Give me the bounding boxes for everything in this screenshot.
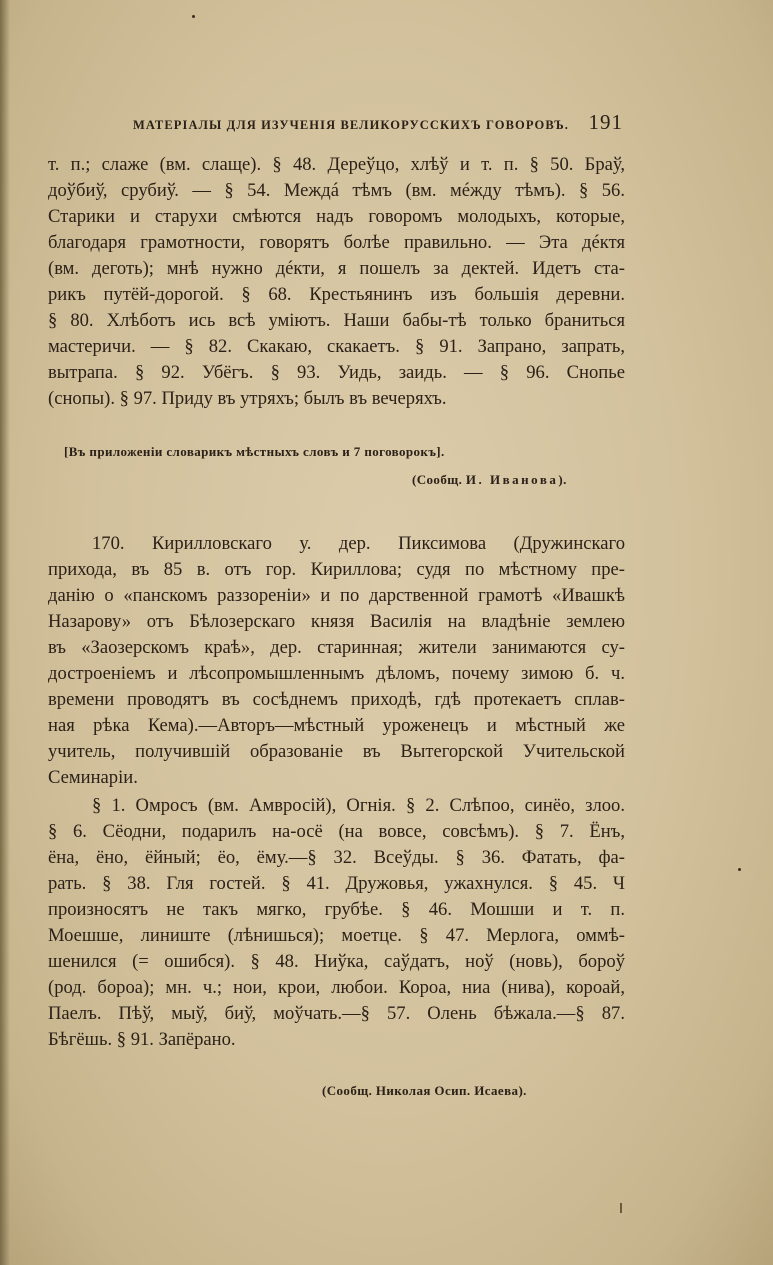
text-line: вытрапа. § 92. Убёгъ. § 93. Уидь, заидь. — § 96. Снопье — [48, 362, 625, 383]
text-line: § 6. Сёодни, подарилъ на-осё (на вовсе, совсѣмъ). § 7. Ёнъ, — [48, 821, 625, 842]
source-author: Николая Осип. Исаева — [375, 1083, 519, 1098]
text-line: (вм. деготь); мнѣ нужно дéкти, я пошелъ за дектей. Идетъ ста- — [48, 258, 625, 279]
appendix-note: [Въ приложеніи словарикъ мѣстныхъ словъ и 7 поговорокъ]. — [64, 444, 445, 459]
page-number: 191 — [588, 110, 623, 134]
entry-heading-line: 170. Кирилловскаго у. дер. Пиксимова (Дружинскаго — [92, 533, 625, 554]
text-line: данію о «панскомъ раззореніи» и по дарственной грамотѣ «Ивашкѣ — [48, 585, 625, 606]
text-line: Семинаріи. — [48, 767, 138, 788]
text-line: благодаря грамотности, говорятъ болѣе правильно. — Эта дéктя — [48, 232, 625, 253]
text-line: ёна, ёно, ёйный; ёо, ёму.—§ 32. Всеўды. § 36. Фатать, фа- — [48, 847, 625, 868]
ink-speck — [738, 868, 741, 871]
text-line: учитель, получившій образованіе въ Вытегорской Учительской — [48, 741, 625, 762]
text-line: рать. § 38. Гля гостей. § 41. Дружовья, ужахнулся. § 45. Ч — [48, 873, 625, 894]
text-line: (род. бороа); мн. ч.; нои, крои, любои. Короа, ниа (нива), короай, — [48, 977, 625, 998]
text-line: Назарову» отъ Бѣлозерскаго князя Василія на владѣніе землею — [48, 611, 625, 632]
source-author: И. Иванова — [465, 472, 559, 487]
page-header — [133, 110, 623, 140]
text-line: мастеричи. — § 82. Скакаю, скакаетъ. § 91. Запрано, запрать, — [48, 336, 625, 357]
text-line: Бѣгёшь. § 91. Запёрано. — [48, 1029, 236, 1050]
text-line: Моешше, линиште (лѣнишься); моетце. § 47. Мерлога, оммѣ- — [48, 925, 625, 946]
text-line: § 1. Омросъ (вм. Амвросій), Огнія. § 2. Слѣпоо, синёо, злоо. — [92, 795, 625, 816]
text-line: произносятъ не такъ мягко, грубѣе. § 46. Мошши и т. п. — [48, 899, 625, 920]
source-prefix: (Сообщ. — [412, 472, 466, 487]
text-line: ная рѣка Кема).—Авторъ—мѣстный уроженецъ и мѣстный же — [48, 715, 625, 736]
text-line: рикъ путёй-дорогой. § 68. Крестьянинъ изъ большія деревни. — [48, 284, 625, 305]
running-title: МАТЕРІАЛЫ ДЛЯ ИЗУЧЕНІЯ ВЕЛИКОРУССКИХЪ ГОВОРОВЪ. — [133, 118, 569, 132]
text-line: § 80. Хлѣботъ ись всѣ умiютъ. Наши бабы-тѣ только браниться — [48, 310, 625, 331]
text-line: достроеніемъ и лѣсопромышленнымъ дѣломъ, почему зимою б. ч. — [48, 663, 625, 684]
source-prefix: (Сообщ. — [322, 1083, 376, 1098]
source-credit-2 — [322, 1083, 527, 1099]
source-credit-1 — [412, 472, 567, 488]
source-suffix: ). — [518, 1083, 527, 1098]
text-line: времени проводятъ въ сосѣднемъ приходѣ, гдѣ протекаетъ сплав- — [48, 689, 625, 710]
page-spine-shadow — [0, 0, 10, 1265]
text-line: Паелъ. Пѣў, мыў, биў, моўчать.—§ 57. Олень бѣжала.—§ 87. — [48, 1003, 625, 1024]
text-line: т. п.; слаже (вм. слаще). § 48. Дереўцо, хлѣў и т. п. § 50. Браў, — [48, 154, 625, 175]
source-suffix: ). — [558, 472, 567, 487]
ink-speck — [192, 15, 195, 18]
text-line: (снопы). § 97. Приду въ утряхъ; былъ въ вечеряхъ. — [48, 388, 447, 409]
ink-mark — [620, 1203, 622, 1213]
text-line: Старики и старухи смѣются надъ говоромъ молодыхъ, которые, — [48, 206, 625, 227]
text-line: шенился (= ошибся). § 48. Ниўка, саўдатъ, ноў (новь), бороў — [48, 951, 625, 972]
text-line: прихода, въ 85 в. отъ гор. Кириллова; судя по мѣстному пре- — [48, 559, 625, 580]
text-line: доўбиў, срубиў. — § 54. Междá тѣмъ (вм. мéжду тѣмъ). § 56. — [48, 180, 625, 201]
text-line: въ «Заозерскомъ краѣ», дер. старинная; жители занимаются су- — [48, 637, 625, 658]
